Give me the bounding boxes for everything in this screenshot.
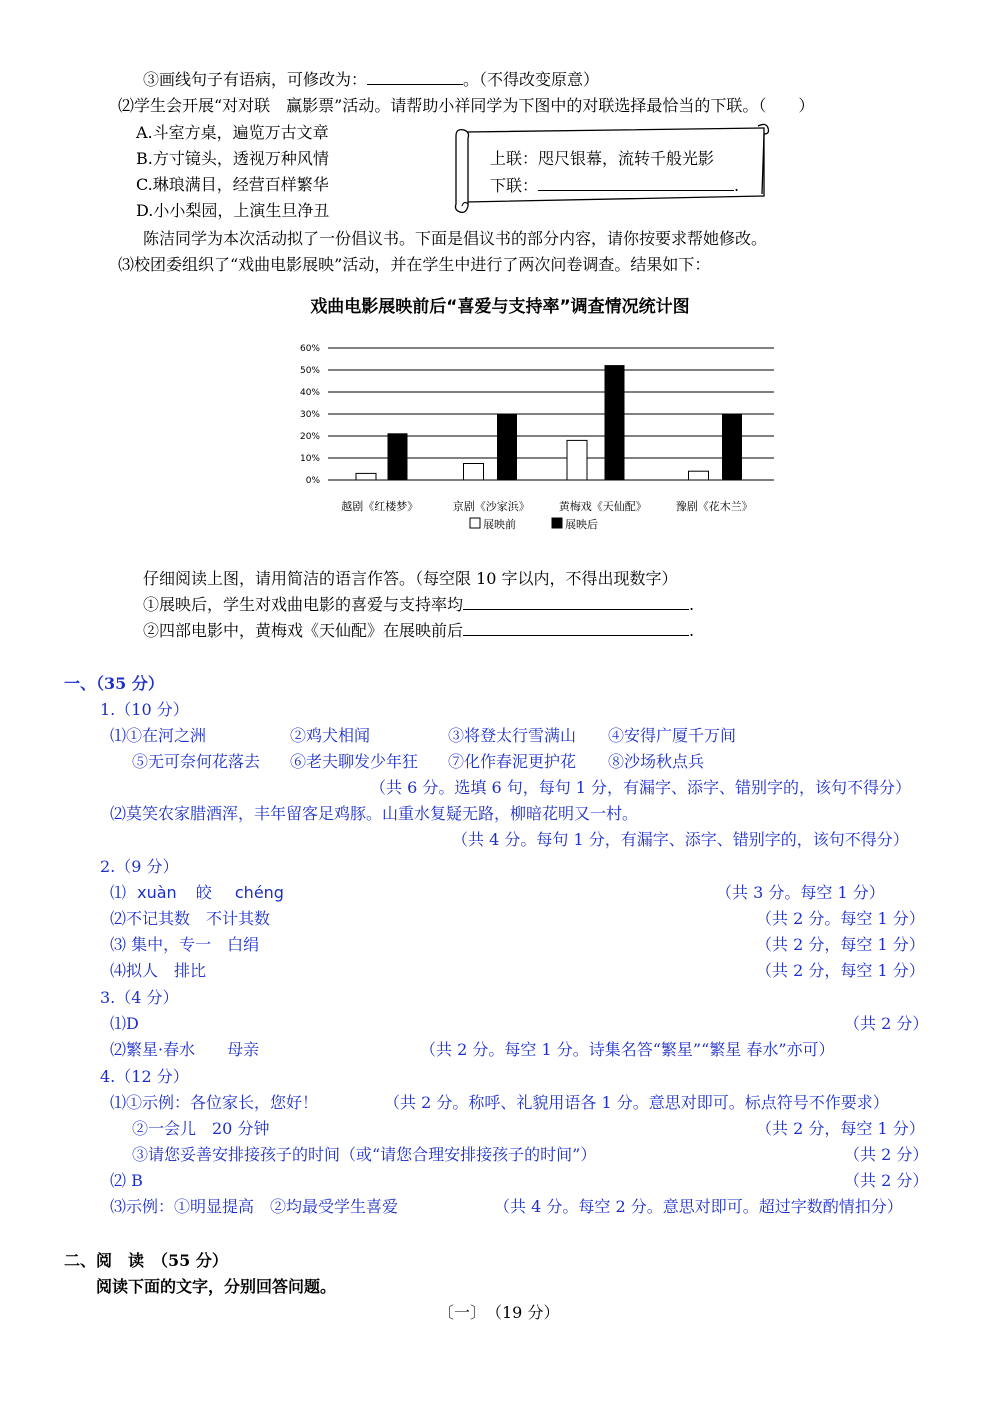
a4-note: （共 2 分，每空 1 分） — [756, 1119, 925, 1138]
a2-row: ⑷拟人 排比 — [110, 961, 207, 980]
lower-couplet: 下联： . — [490, 176, 740, 195]
option-b: B.方寸镜头，透视万种风情 — [136, 149, 329, 168]
section2-title: 二、阅 读 （55 分） — [64, 1251, 228, 1270]
a1-item: ⑧沙场秋点兵 — [608, 752, 705, 771]
a2-row: ⑴ xuàn 皎 chéng — [110, 883, 284, 902]
chart-title: 戏曲电影展映前后“喜爱与支持率”调查情况统计图 — [310, 297, 690, 317]
category-label: 豫剧《花木兰》 — [675, 500, 753, 513]
survey-question: ⑶校团委组织了“戏曲电影展映”活动，并在学生中进行了两次问卷调查。结果如下： — [118, 255, 711, 274]
legend-label: 展映后 — [565, 518, 598, 531]
a4-row: ⑶示例：①明显提高 ②均最受学生喜爱 — [110, 1197, 399, 1216]
a2-row: ⑶ 集中，专一 白绢 — [110, 935, 260, 954]
answer-blank — [463, 595, 689, 610]
bar-after — [723, 414, 742, 480]
y-tick-label: 40% — [299, 388, 320, 398]
answer-blank — [463, 621, 689, 636]
a1-item: ②鸡犬相闻 — [290, 726, 371, 745]
chart-q1: ①展映后，学生对戏曲电影的喜爱与支持率均 . — [143, 595, 695, 614]
a1-item: ③将登太行雪满山 — [448, 726, 577, 745]
y-tick-label: 20% — [299, 432, 320, 442]
a2-row: ⑵不记其数 不计其数 — [110, 909, 271, 928]
a2-note: （共 2 分，每空 1 分） — [756, 961, 925, 980]
bar-after — [498, 414, 517, 480]
section2-instruction: 阅读下面的文字，分别回答问题。 — [96, 1277, 337, 1296]
a1-item: ④安得广厦千万间 — [608, 726, 737, 745]
a3-note: （共 2 分） — [844, 1014, 929, 1033]
answer-blank — [367, 70, 463, 85]
y-tick-label: 10% — [299, 454, 320, 464]
proposal-instruction: 陈洁同学为本次活动拟了一份倡议书。下面是倡议书的部分内容，请你按要求帮她修改。 — [143, 229, 768, 248]
a4-note: （共 4 分。每空 2 分。意思对即可。超过字数酌情扣分） — [494, 1197, 903, 1216]
a1-item: ⑥老夫聊发少年狂 — [290, 752, 419, 771]
a4-row: ③请您妥善安排接孩子的时间（或“请您合理安排接孩子的时间”） — [132, 1145, 597, 1164]
category-label: 黄梅戏《天仙配》 — [558, 500, 647, 513]
bar-after — [605, 366, 624, 480]
a1-note: （共 6 分。选填 6 句，每句 1 分，有漏字、添字、错别字的，该句不得分） — [370, 778, 912, 797]
a2-note: （共 2 分，每空 1 分） — [756, 935, 925, 954]
category-label: 京剧《沙家浜》 — [452, 500, 530, 513]
upper-couplet: 上联：咫尺银幕，流转千般光影 — [490, 149, 715, 168]
a4-note: （共 2 分。称呼、礼貌用语各 1 分。意思对即可。标点符号不作要求） — [384, 1093, 889, 1112]
bar-before — [464, 464, 484, 481]
couplet-question: ⑵学生会开展“对对联 赢影票”活动。请帮助小祥同学为下图中的对联选择最恰当的下联。（ ） — [118, 96, 815, 115]
a3-heading: 3.（4 分） — [100, 988, 179, 1007]
bar-before — [689, 471, 709, 480]
a1-poem: ⑵莫笑农家腊酒浑，丰年留客足鸡豚。山重水复疑无路，柳暗花明又一村。 — [110, 804, 639, 823]
a1-item: ⑦化作春泥更护花 — [448, 752, 577, 771]
answer-blank — [538, 176, 734, 191]
bar-before — [567, 440, 587, 480]
a4-note: （共 2 分） — [844, 1171, 929, 1190]
a4-note: （共 2 分） — [844, 1145, 929, 1164]
y-tick-label: 50% — [299, 366, 320, 376]
a3-row: ⑴D — [110, 1014, 139, 1033]
a2-heading: 2.（9 分） — [100, 857, 179, 876]
section1-title: 一、（35 分） — [64, 674, 164, 693]
bar-before — [356, 473, 376, 480]
option-c: C.琳琅满目，经营百样繁华 — [136, 175, 329, 194]
a1-item: ⑴①在河之洲 — [110, 726, 207, 745]
a4-heading: 4.（12 分） — [100, 1067, 189, 1086]
legend-swatch — [552, 518, 562, 528]
option-d: D.小小梨园，上演生旦净丑 — [136, 201, 330, 220]
a3-row: ⑵繁星·春水 母亲 — [110, 1040, 260, 1059]
legend-swatch — [470, 518, 480, 528]
a4-row: ⑵ B — [110, 1171, 143, 1190]
a4-row: ⑴①示例：各位家长，您好！ — [110, 1093, 319, 1112]
a1-note: （共 4 分。每句 1 分，有漏字、添字、错别字的，该句不得分） — [452, 830, 909, 849]
bar-after — [388, 434, 407, 480]
option-a: A.斗室方桌，遍览万古文章 — [136, 123, 329, 142]
a2-note: （共 3 分。每空 1 分） — [716, 883, 885, 902]
y-tick-label: 0% — [305, 476, 320, 486]
a2-note: （共 2 分。每空 1 分） — [756, 909, 925, 928]
y-tick-label: 30% — [299, 410, 320, 420]
y-tick-label: 60% — [299, 344, 320, 354]
a3-note: （共 2 分。每空 1 分。诗集名答“繁星”“繁星 春水”亦可） — [420, 1040, 835, 1059]
a1-heading: 1.（10 分） — [100, 700, 189, 719]
a1-item: ⑤无可奈何花落去 — [132, 752, 261, 771]
bar-chart — [0, 330, 1000, 590]
legend-label: 展映前 — [483, 518, 516, 531]
a4-row: ②一会儿 20 分钟 — [132, 1119, 270, 1138]
chart-q2: ②四部电影中，黄梅戏《天仙配》在展映前后 . — [143, 621, 695, 640]
category-label: 越剧《红楼梦》 — [341, 500, 419, 513]
q3-rewrite-line: ③画线句子有语病，可修改为： 。（不得改变原意） — [143, 70, 600, 89]
passage-part-label: 〔一〕 （19 分） — [438, 1303, 560, 1322]
chart-instruction: 仔细阅读上图，请用简洁的语言作答。（每空限 10 字以内，不得出现数字） — [143, 569, 678, 588]
